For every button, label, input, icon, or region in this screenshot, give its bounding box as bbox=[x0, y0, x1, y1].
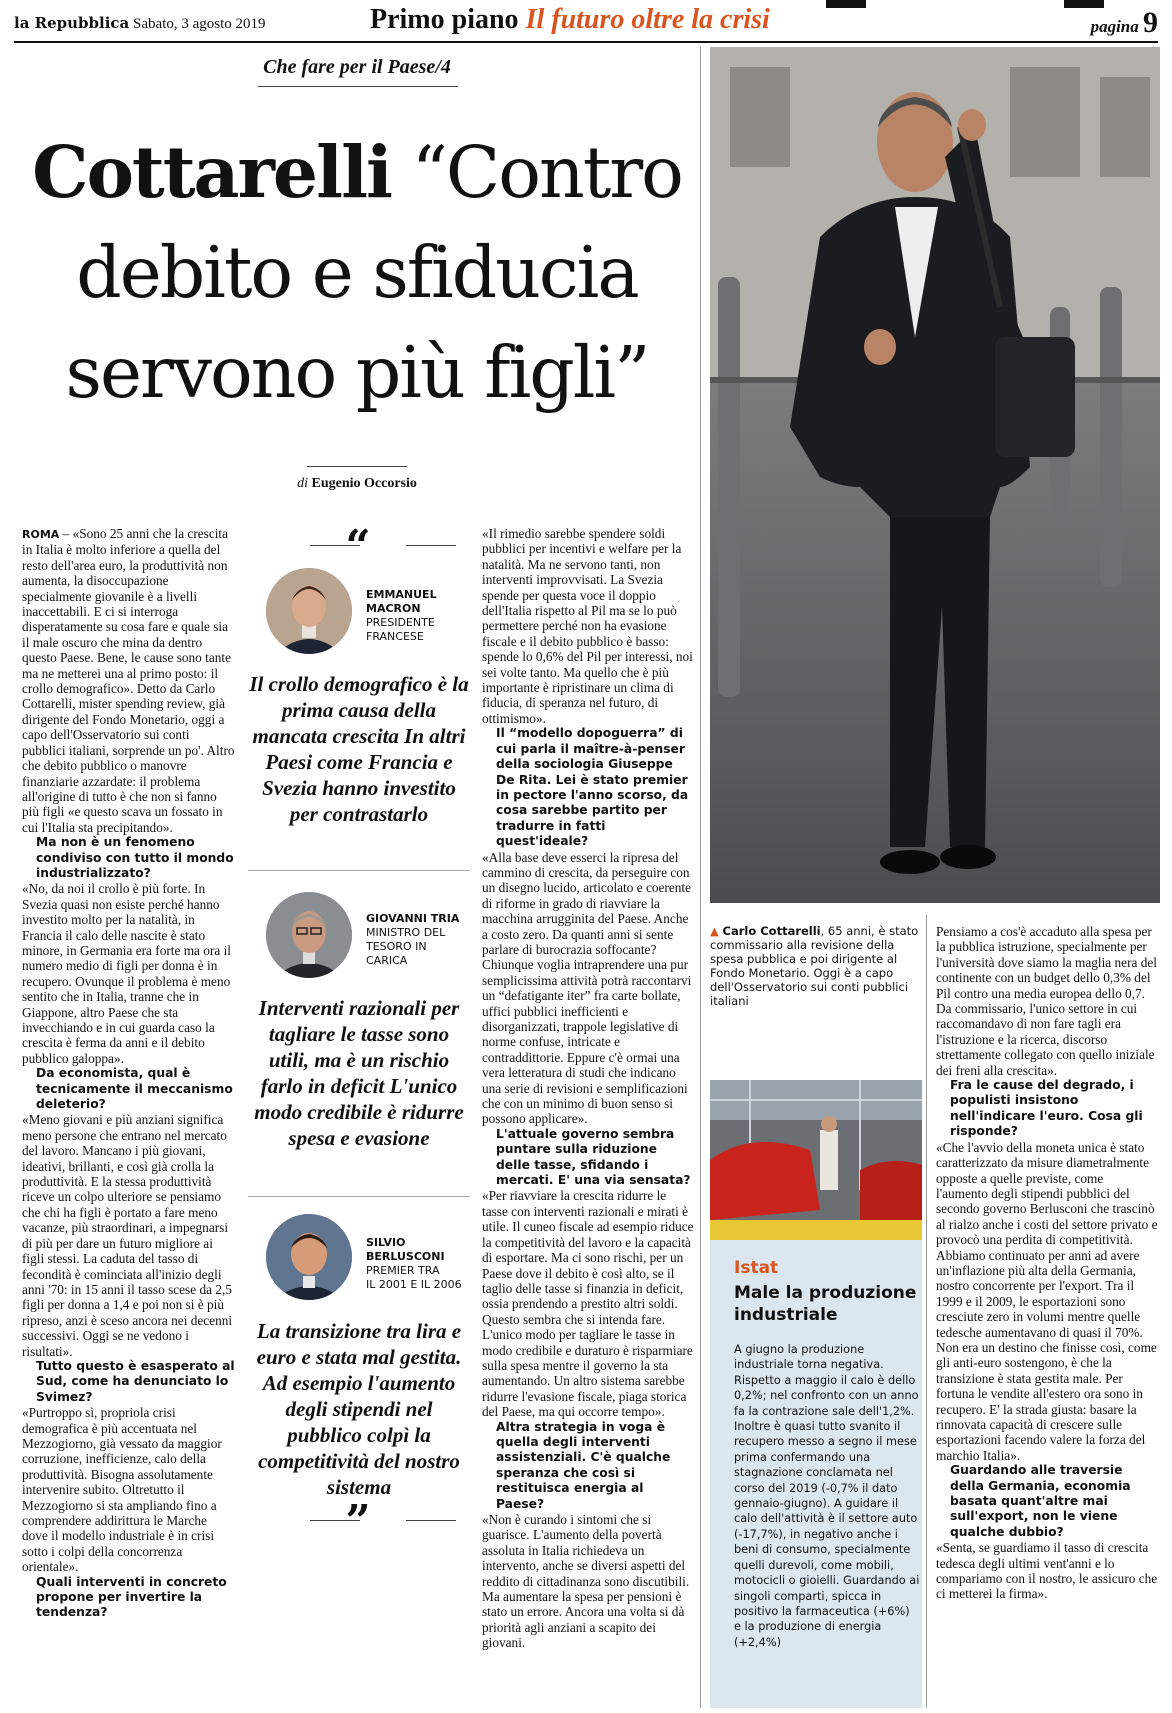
header-ad-box bbox=[826, 0, 866, 8]
paragraph: Pensiamo a cos'è accaduto alla spesa per la pubblica istruzione, specialmente per l'università dove siamo la maglia nera del continente con un budget dello 0,3% del Pil contro una media europea dello 0,7. Da commissario, l'unico settore in cui raccomandavo di non fare tagli era l'istruzione e la ricerca, discorso strettamente collegato con quello iniziale dei freni alla crescita». bbox=[936, 924, 1157, 1078]
berlusconi-name: SILVIO BERLUSCONI bbox=[366, 1236, 445, 1263]
byline-prefix: di bbox=[297, 476, 308, 491]
macron-portrait bbox=[266, 568, 352, 654]
byline bbox=[14, 476, 700, 492]
article-headline bbox=[14, 122, 700, 423]
pull-quote: Interventi razionali per tagliare le tasse sono utili, ma è un rischio farlo in deficit L'unico modo credibile è ridurre spesa e evasione bbox=[254, 996, 464, 1150]
interview-answer: «No, da noi il crollo è più forte. In Svezia quasi non esiste perché hanno investito molto per la natalità, in Francia il calo delle nascite è stato minore, in Germania era forte ma ora il numero medio di figli per donna è in recupero. Ovunque il problema è meno sentito che in Italia, tranne che in Giappone, altro Paese che sta invecchiando e in cui guarda caso la crescita è ferma da anni e il debito pubblico galoppa». bbox=[22, 881, 231, 1066]
interview-answer: «Non è curando i sintomi che si guarisce. L'aumento della povertà assoluta in Italia richiedeva un intervento, anche se diversi aspetti del reddito di cittadinanza sono discutibili. Ma aumentare la spesa per pensioni è stato un errore. Ancora una volta si dà priorità agli anziani a scapito dei giovani. bbox=[482, 1512, 690, 1651]
berlusconi-portrait bbox=[266, 1214, 352, 1300]
headline-rule bbox=[307, 466, 407, 467]
sidebar-tag: Istat bbox=[734, 1258, 779, 1278]
newspaper-brand: la Repubblica bbox=[14, 14, 130, 32]
open-quote-mark: “ bbox=[345, 521, 371, 572]
pull-quote: La transizione tra lira e euro e stata mal gestita. Ad esempio l'aumento degli stipendi nel pubblico colpì la competitività del nostro sistema bbox=[256, 1319, 462, 1499]
quote-rule bbox=[406, 1520, 456, 1521]
page-indicator bbox=[1091, 6, 1158, 40]
tria-role: MINISTRO DEL TESORO IN CARICA bbox=[366, 926, 446, 967]
quote-separator bbox=[248, 1196, 470, 1197]
column-divider bbox=[926, 915, 927, 1708]
tria-name: GIOVANNI TRIA bbox=[366, 912, 460, 925]
interview-answer: «Per riavviare la crescita ridurre le tasse con interventi razionali e mirati è utile. Il cuneo fiscale ad esempio riduce la competitività del lavoro e la capacità di esportare. Ma ci sono rischi, per un Paese dove il debito è così alto, se il taglio delle tasse si finanzia in deficit, ossia prendendo a prestito altri soldi. Questo sembra che si intenda fare. L'unico modo per tagliare le tasse in modo credibile e duraturo è risparmiare sulla spesa mentre il governo la sta aumentando. Un altro sistema sarebbe ridurre l'evasione fiscale, piaga storica del Paese, ma qui occorre tempo». bbox=[482, 1188, 694, 1420]
page-label: pagina bbox=[1090, 17, 1139, 36]
interview-answer: «Alla base deve esserci la ripresa del cammino di crescita, da perseguire con un disegno lucido, articolato e coerente di riforme in grado di riavviare la macchina arrugginita del Paese. Anche a costo zero. Da quanti anni si sente parlare di burocrazia soffocante? Chiunque voglia intraprendere una pur semplicissima attività potrà raccontarvi un “defatigante iter” fra carte bollate, uffici pubblici inefficienti e disorganizzati, trappole legislative di norme confuse, intricate e contraddittorie. Eppure c'è ormai una vera letteratura di studi che indicano una serie di revisioni e semplificazioni che con un minimo di buon senso si possono applicare». bbox=[482, 849, 692, 1127]
interview-question: Il “modello dopoguerra” di cui parla il maître-à-penser della sociologia Giuseppe De Rita. Lei è stato premier in pectore l'anno scorso, da cosa sarebbe partito per tradurre in fatti quest'ideale? bbox=[496, 726, 689, 849]
caption-marker-icon: ▲ bbox=[710, 924, 719, 938]
dateline: ROMA bbox=[22, 528, 60, 541]
close-quote-mark: ” bbox=[345, 1496, 371, 1547]
paragraph: – «Sono 25 anni che la crescita in Italia è molto inferiore a quella del resto dell'area euro, la produttività non aumenta, la disoccupazione specialmente giovanile è a livelli inaccettabili. E ci si interroga disperatamente su cosa fare e quale sia il male oscuro che mina da dentro questo Paese. Bene, le cause sono tante ma ne metterei una al primo posto: il crollo demografico». Detto da Carlo Cottarelli, mister spending review, già dirigente del Fondo Monetario, oggi a capo dell'Osservatorio sui conti pubblici italiani, sorprende un po'. Altro che debito pubblico o manovre finanziarie azzardate: il problema all'origine di tutto è che non si fanno più figli «e questo scava un fossato in cui l'Italia sta precipitando». bbox=[22, 526, 235, 835]
pull-quote: Il crollo demografico è la prima causa della mancata crescita In altri Paesi come Francia e Svezia hanno investito per contrastarlo bbox=[249, 672, 469, 826]
caption-name: Carlo Cottarelli bbox=[722, 924, 821, 938]
interview-question: Quali interventi in concreto propone per invertire la tendenza? bbox=[36, 1574, 227, 1620]
quote-separator bbox=[248, 870, 470, 871]
interview-question: Guardando alle traversie della Germania, economia basata quant'altre mai sull'export, non le viene qualche dubbio? bbox=[950, 1463, 1131, 1539]
section-name: Primo piano bbox=[370, 4, 519, 35]
page-number: 9 bbox=[1143, 6, 1158, 39]
section-topic: Il futuro oltre la crisi bbox=[525, 4, 770, 35]
section-header bbox=[370, 4, 770, 36]
issue-date: Sabato, 3 agosto 2019 bbox=[133, 16, 266, 32]
headline-line1: “Contro bbox=[411, 131, 682, 214]
interview-question: Altra strategia in voga è quella degli interventi assistenziali. C'è qualche speranza che così si restituisca energia al Paese? bbox=[496, 1419, 671, 1511]
interview-question: L'attuale governo sembra puntare sulla riduzione delle tasse, sfidando i mercati. E' una via sensata? bbox=[496, 1126, 691, 1188]
interview-question: Tutto questo è esasperato al Sud, come ha denunciato lo Svimez? bbox=[36, 1358, 235, 1404]
paragraph: «Il rimedio sarebbe spendere soldi pubblici per incentivi e welfare per la natalità. Ma ne servono tanti, non interventi improvvisati. La Svezia spende per questa voce il doppio dell'Italia rispetto al Pil ma se lo può permettere perché non ha evasione fiscale e il debito pubblico è basso: spende lo 0,6% del Pil per interessi, noi sei volte tanto. Ma quello che è più importante è ripristinare un clima di fiducia, di speranza nel futuro, di ottimismo». bbox=[482, 526, 693, 726]
interview-question: Fra le cause del degrado, i populisti insistono nell'indicare l'euro. Cosa gli risponde? bbox=[950, 1078, 1143, 1139]
kicker-rule bbox=[258, 86, 458, 87]
column-divider bbox=[700, 47, 701, 1708]
caption-text: , 65 anni, è stato commissario alla revisione della spesa pubblica e poi dirigente al Fondo Monetario. Oggi è a capo dell'Osservatorio sui conti pubblici italiani bbox=[710, 924, 919, 1008]
interview-answer: «Purtroppo sì, propriola crisi demografica è più accentuata nel Mezzogiorno, già vessato da maggior corruzione, inefficienze, calo della produttività. Bisogna assolutamente intervenire subito. Oltretutto il Mezzogiorno si sta ampliando fino a comprendere addirittura le Marche dove il modello industriale è in crisi sotto i colpi della concorrenza orientale». bbox=[22, 1405, 222, 1575]
interview-answer: «Meno giovani e più anziani significa meno persone che entrano nel mercato del lavoro. Mancano i più giovani, ideativi, brillanti, e così già crolla la produttività. E la stessa produttività riceve un colpo ulteriore se pensiamo che chi ha figli è portato a fare meno vacanze, più straordinari, a impegnarsi di più per dare un futuro migliore ai figli stessi. La caduta del tasso di fecondità è cominciata all'inizio degli anni '70: in 15 anni il tasso scese da 2,5 figli per donna a 1,4 e poi non si è più ripreso, anzi è sceso ancora nei decenni successivi. Oggi se ne vedono i risultati». bbox=[22, 1112, 233, 1359]
macron-role: PRESIDENTE FRANCESE bbox=[366, 616, 435, 643]
header-left bbox=[14, 14, 266, 33]
interview-answer: «Che l'avvio della moneta unica è stato caratterizzato da misure diametralmente opposte a quelle previste, come l'aumento degli stipendi pubblici del secondo governo Berlusconi che trascinò al rialzo anche i costi del settore privato e provocò una perdita di competitività. Abbiamo continuato per anni ad avere un'inflazione più alta della Germania, nostro concorrente per l'export. Tra il 1999 e il 2009, le esportazioni sono cresciute zero in volumi mentre quelle tedesche aumentavano di quasi il 70%. Non era un destino che finisse così, come gli anti-euro sostengono, è che la transizione è stata gestita male. Per fortuna le vendite all'estero ora sono in recupero. E' la strada giusta: basare la rinnovata capacità di crescere sulle esportazioni facendo valere la forza del marchio Italia». bbox=[936, 1139, 1158, 1463]
interview-question: Ma non è un fenomeno condiviso con tutto il mondo industrializzato? bbox=[36, 835, 234, 880]
header-rule bbox=[14, 41, 1158, 43]
article-column-3 bbox=[482, 526, 694, 1708]
macron-name: EMMANUEL MACRON bbox=[366, 588, 437, 615]
tria-portrait bbox=[266, 892, 352, 978]
byline-author: Eugenio Occorsio bbox=[311, 476, 417, 491]
photo-caption bbox=[710, 924, 920, 1008]
interview-answer: «Senta, se guardiamo il tasso di crescita tedesca degli ultimi vent'anni e lo compariamo con il nostro, le assicuro che ci metterei la firma». bbox=[936, 1540, 1158, 1602]
article-column-5 bbox=[936, 924, 1158, 1708]
interview-question: Da economista, qual è tecnicamente il meccanismo deleterio? bbox=[36, 1066, 233, 1112]
cottarelli-photo bbox=[710, 47, 1160, 903]
article-column-1 bbox=[22, 526, 236, 1708]
headline-line3: servono più figli” bbox=[65, 331, 649, 414]
berlusconi-role: PREMIER TRA IL 2001 E IL 2006 bbox=[366, 1264, 462, 1291]
article-kicker: Che fare per il Paese/4 bbox=[263, 56, 451, 78]
headline-name: Cottarelli bbox=[32, 130, 392, 214]
sidebar-title: Male la produzione industriale bbox=[734, 1283, 917, 1325]
headline-line2: debito e sfiducia bbox=[76, 231, 638, 314]
sidebar-text: A giugno la produzione industriale torna negativa. Rispetto a maggio il calo è dello 0,2%; nel confronto con un anno fa la contrazione sale dell'1,2%. Inoltre è quasi tutto svanito il recupero messo a segno il mese prima confermando una stagnazione conclamata nel corso del 2019 (-0,7% il dato gennaio-giugno). A guidare il calo dell'attività è il settore auto (-17,7%), in negativo anche i beni di consumo, specialmente quelli durevoli, come mobili, motocicli o gioielli. Guardando ai singoli comparti, spicca in positivo la farmaceutica (+6%) e la produzione di energia (+2,4%) bbox=[734, 1343, 920, 1649]
quote-rule bbox=[406, 545, 456, 546]
factory-photo bbox=[710, 1080, 922, 1240]
